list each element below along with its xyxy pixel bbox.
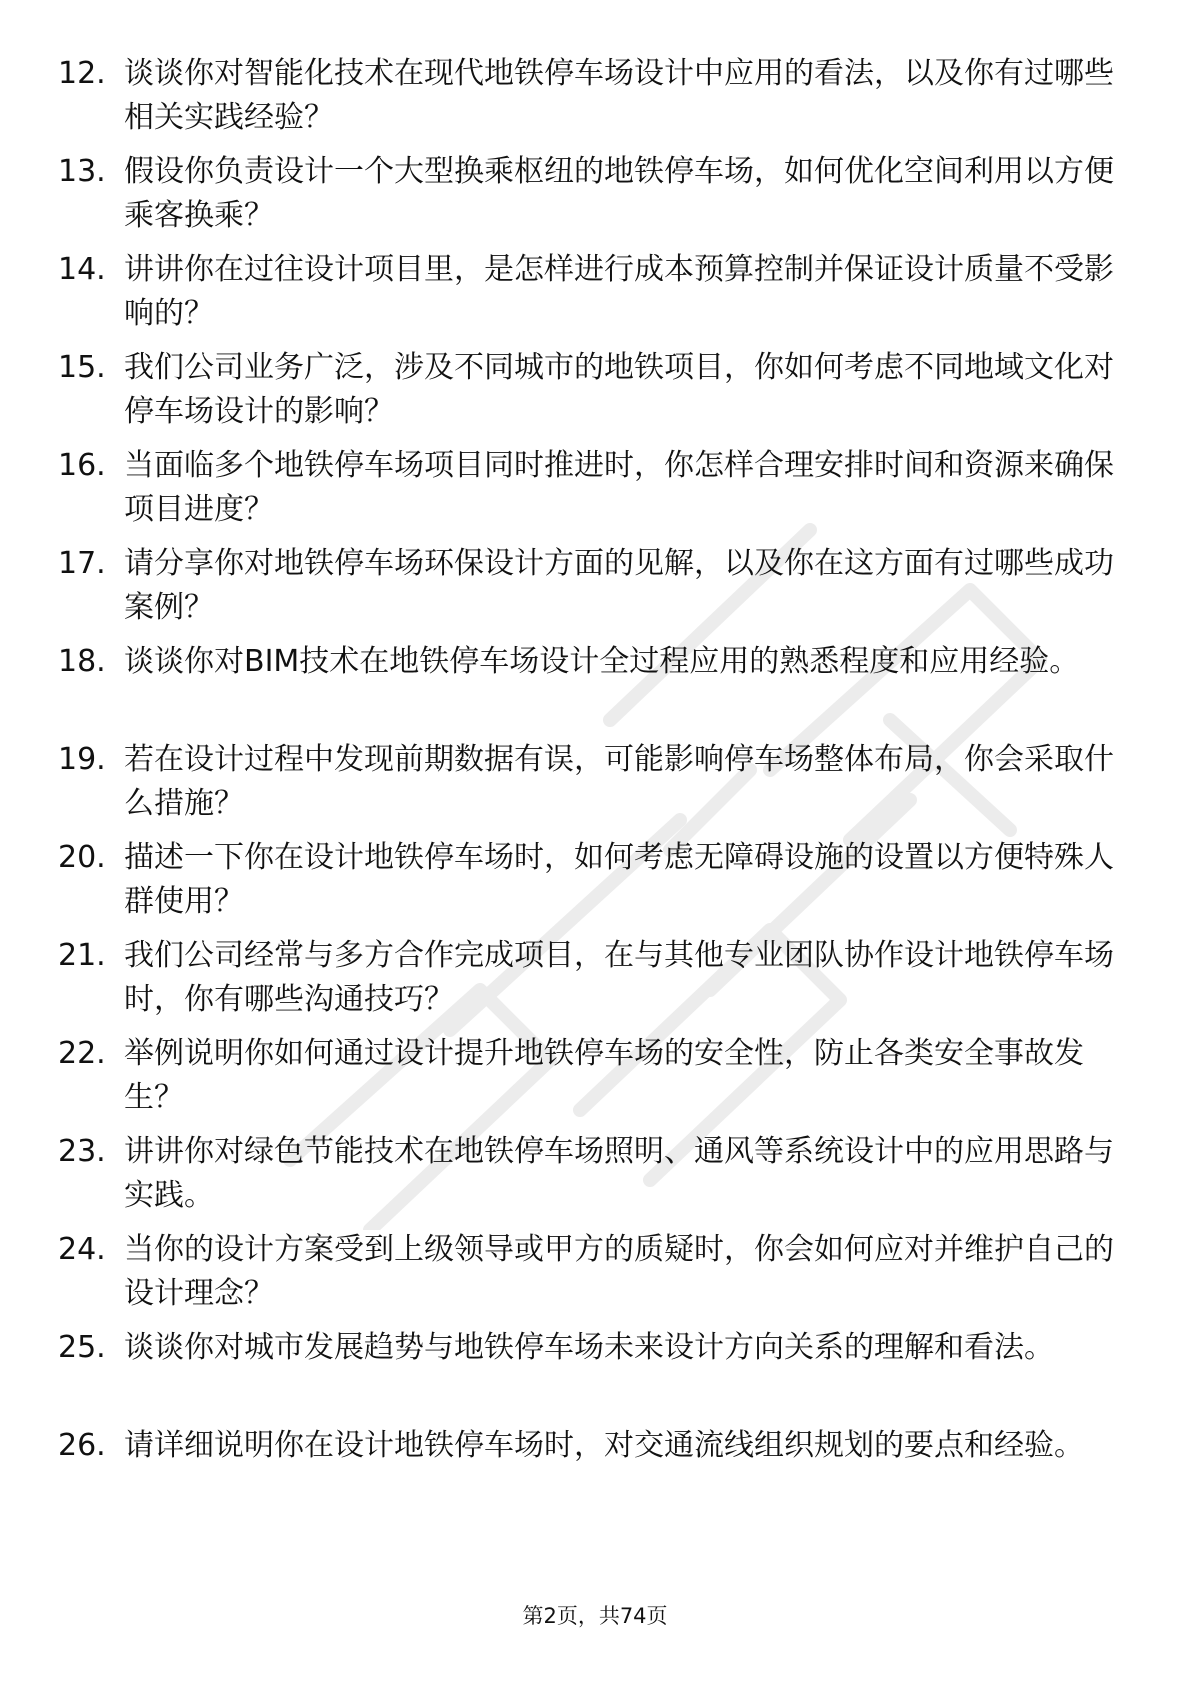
question-number: 19. bbox=[58, 742, 106, 777]
question-item bbox=[58, 836, 1118, 934]
question-number: 15. bbox=[58, 350, 106, 385]
question-text: 假设你负责设计一个大型换乘枢纽的地铁停车场，如何优化空间利用以方便乘客换乘？ bbox=[124, 154, 1114, 233]
question-item bbox=[58, 738, 1118, 836]
question-text: 讲讲你对绿色节能技术在地铁停车场照明、通风等系统设计中的应用思路与实践。 bbox=[124, 1134, 1114, 1213]
question-item bbox=[58, 934, 1118, 1032]
question-text: 我们公司经常与多方合作完成项目，在与其他专业团队协作设计地铁停车场时，你有哪些沟通技巧？ bbox=[124, 938, 1114, 1017]
question-number: 26. bbox=[58, 1428, 106, 1463]
question-number: 21. bbox=[58, 938, 106, 973]
question-item bbox=[58, 1130, 1118, 1228]
question-number: 22. bbox=[58, 1036, 106, 1071]
question-text: 谈谈你对智能化技术在现代地铁停车场设计中应用的看法，以及你有过哪些相关实践经验？ bbox=[124, 56, 1114, 135]
question-text: 描述一下你在设计地铁停车场时，如何考虑无障碍设施的设置以方便特殊人群使用？ bbox=[124, 840, 1114, 919]
question-text: 讲讲你在过往设计项目里，是怎样进行成本预算控制并保证设计质量不受影响的？ bbox=[124, 252, 1114, 331]
question-item bbox=[58, 346, 1118, 444]
question-list bbox=[58, 52, 1118, 1522]
page-footer bbox=[0, 1602, 1190, 1630]
page-number-label: 第2页，共74页 bbox=[522, 1604, 668, 1628]
question-item bbox=[58, 1228, 1118, 1326]
question-item bbox=[58, 1424, 1118, 1522]
question-text: 谈谈你对BIM技术在地铁停车场设计全过程应用的熟悉程度和应用经验。 bbox=[124, 644, 1080, 679]
question-number: 13. bbox=[58, 154, 106, 189]
question-item bbox=[58, 52, 1118, 150]
question-text: 若在设计过程中发现前期数据有误，可能影响停车场整体布局，你会采取什么措施？ bbox=[124, 742, 1114, 821]
question-item bbox=[58, 640, 1118, 738]
question-item bbox=[58, 444, 1118, 542]
question-number: 25. bbox=[58, 1330, 106, 1365]
question-number: 24. bbox=[58, 1232, 106, 1267]
question-item bbox=[58, 248, 1118, 346]
question-text: 当面临多个地铁停车场项目同时推进时，你怎样合理安排时间和资源来确保项目进度？ bbox=[124, 448, 1114, 527]
question-text: 举例说明你如何通过设计提升地铁停车场的安全性，防止各类安全事故发生？ bbox=[124, 1036, 1084, 1115]
question-number: 16. bbox=[58, 448, 106, 483]
question-item bbox=[58, 542, 1118, 640]
question-text: 我们公司业务广泛，涉及不同城市的地铁项目，你如何考虑不同地域文化对停车场设计的影响？ bbox=[124, 350, 1114, 429]
question-item bbox=[58, 150, 1118, 248]
question-number: 17. bbox=[58, 546, 106, 581]
question-text: 请分享你对地铁停车场环保设计方面的见解，以及你在这方面有过哪些成功案例？ bbox=[124, 546, 1114, 625]
question-number: 23. bbox=[58, 1134, 106, 1169]
question-item bbox=[58, 1326, 1118, 1424]
question-number: 18. bbox=[58, 644, 106, 679]
question-number: 12. bbox=[58, 56, 106, 91]
question-text: 谈谈你对城市发展趋势与地铁停车场未来设计方向关系的理解和看法。 bbox=[124, 1330, 1054, 1365]
question-text: 当你的设计方案受到上级领导或甲方的质疑时，你会如何应对并维护自己的设计理念？ bbox=[124, 1232, 1114, 1311]
question-number: 14. bbox=[58, 252, 106, 287]
question-text: 请详细说明你在设计地铁停车场时，对交通流线组织规划的要点和经验。 bbox=[124, 1428, 1084, 1463]
question-item bbox=[58, 1032, 1118, 1130]
question-number: 20. bbox=[58, 840, 106, 875]
